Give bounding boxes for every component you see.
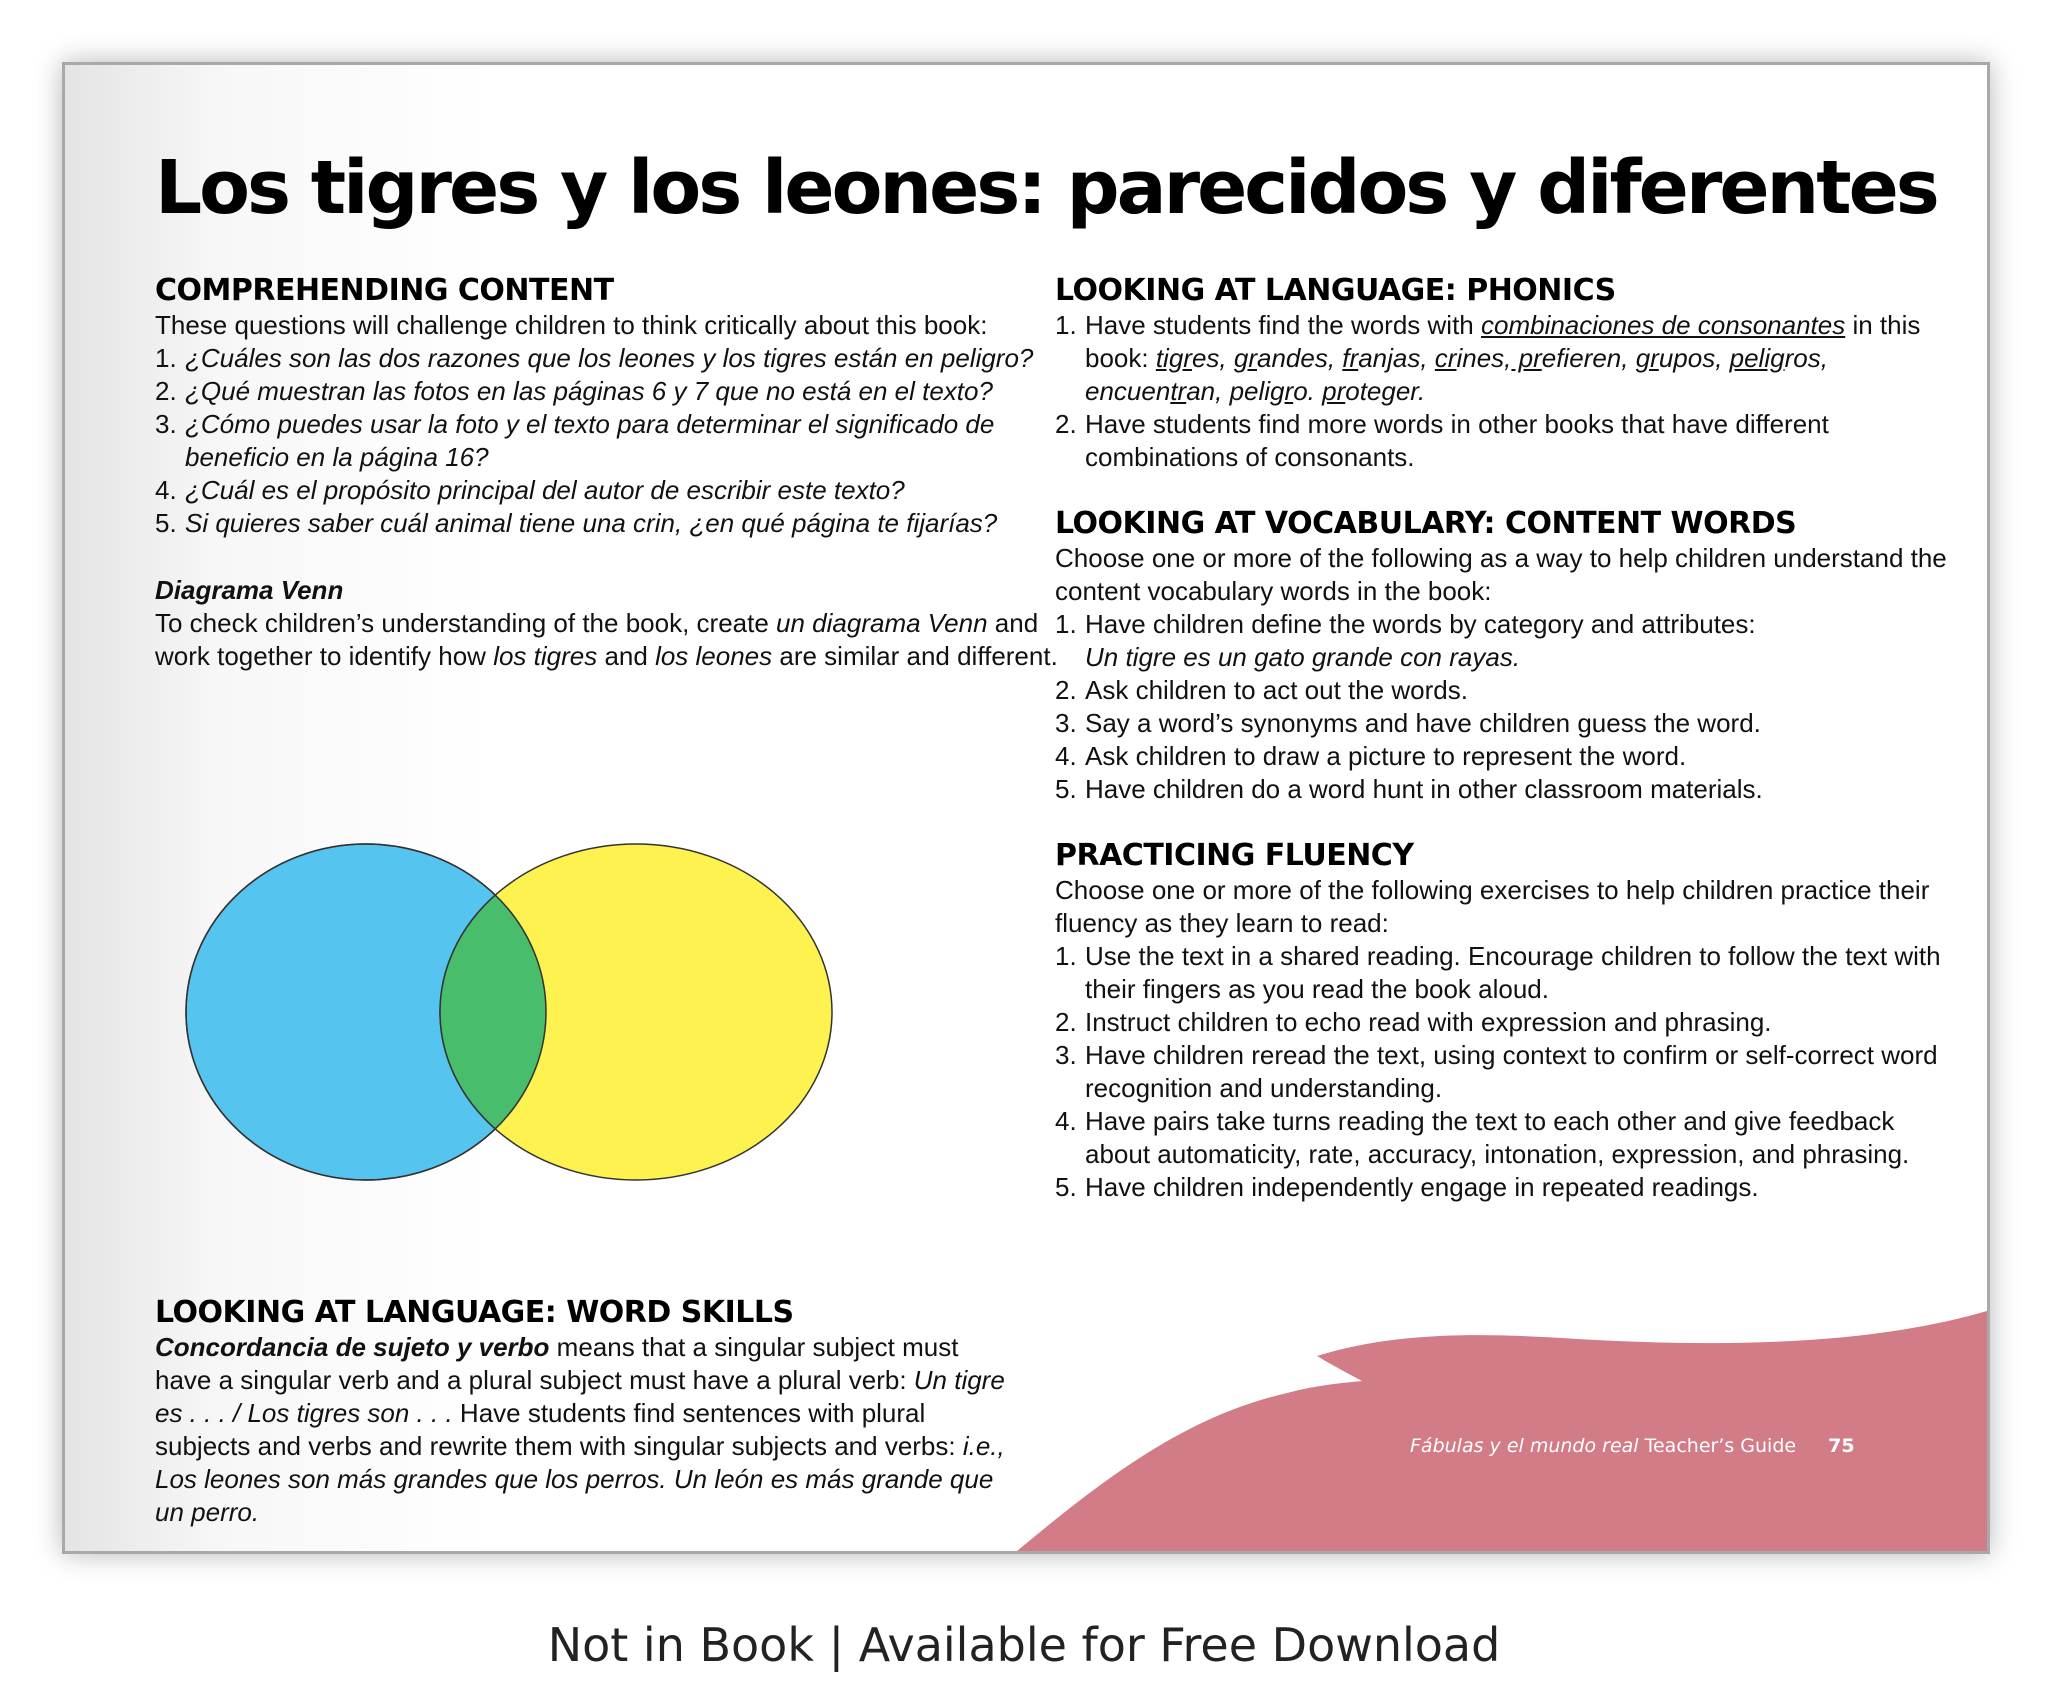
phonics-item-text [1085,309,1955,408]
fluency-intro: Choose one or more of the following exercises to help children practice their fluency as they learn to read: [1055,875,1930,938]
text-run: oteger. [1345,376,1426,406]
item-number: 3. [1055,1040,1077,1070]
text-run: Have students find the words with [1085,310,1481,340]
item-number: 1. [155,343,177,373]
text-run: in this book: [1085,310,1921,373]
fluency-heading: PRACTICING FLUENCY [1055,838,1414,873]
blend: cr [1434,343,1457,373]
item-number: 4. [1055,741,1077,771]
item-text: Have children do a word hunt in other classroom materials. [1085,774,1763,804]
item-text: Have children independently engage in repeated readings. [1085,1172,1759,1202]
text-run: Have students find sentences with plural subjects and verbs and rewrite them with singular subjects and verbs: [155,1398,963,1461]
text-run: es, [1191,343,1234,373]
item-number: 1. [1055,310,1077,340]
text-run: los leones [655,641,773,671]
venn-section [155,574,1075,673]
text-run: upos, [1658,343,1730,373]
question-text: ¿Qué muestran las fotos en las páginas 6 y 7 que no está en el texto? [185,376,993,406]
text-run: efieren, [1541,343,1636,373]
text-run: anjas, [1358,343,1435,373]
comprehending-heading: COMPREHENDING CONTENT [155,273,614,308]
list-item [155,342,1075,375]
text-run: means that a singular subject must have a singular verb and a plural subject must have a plural verb: [155,1332,959,1395]
term: Concordancia de sujeto y verbo [155,1332,550,1362]
comprehending-intro: These questions will challenge children to think critically about this book: [155,310,988,340]
page-number: 75 [1828,1435,1855,1457]
list-item [1055,674,1955,707]
text-run: and work together to identify how [155,608,1039,671]
text-run: andes, [1257,343,1343,373]
list-item [1055,940,1955,1006]
item-text: Use the text in a shared reading. Encourage children to follow the text with their fingers as you read the book aloud. [1085,941,1941,1004]
item-text: Ask children to act out the words. [1085,675,1468,705]
guide-label: Teacher’s Guide [1638,1435,1797,1457]
text-run: un diagrama Venn [776,608,988,638]
vocabulary-intro: Choose one or more of the following as a way to help children understand the content vocabulary words in the book: [1055,543,1947,606]
list-item [1055,1171,1955,1204]
item-number: 4. [1055,1106,1077,1136]
example: i.e., Los leones son más grandes que los perros. Un león es más grande que un perro. [155,1431,1005,1527]
list-item [1055,1105,1955,1171]
page-title: Los tigres y los leones: parecidos y diferentes [155,145,1937,231]
item-text: Have students find more words in other books that have different combinations of consonants. [1085,409,1829,472]
item-number: 2. [1055,675,1077,705]
guide-page [62,62,1990,1554]
example: Un tigre es . . . / Los tigres son . . . [155,1365,1005,1428]
item-number: 5. [1055,774,1077,804]
blend: pr [1511,343,1542,373]
decorative-wave [1017,1311,1987,1551]
example: Un tigre es un gato grande con rayas. [1085,642,1521,672]
comprehending-section [155,273,1075,540]
right-column [1055,273,1955,1204]
text-run: To check children’s understanding of the book, create [155,608,777,638]
blend: r [1284,376,1294,406]
list-item [155,375,1075,408]
item-number: 5. [1055,1172,1077,1202]
text-run: os, encuen [1085,343,1828,406]
blend: tr [1170,376,1187,406]
fluency-section [1055,838,1955,1204]
list-item [155,507,1075,540]
item-text: Say a word’s synonyms and have children guess the word. [1085,708,1761,738]
text-run: o. [1293,376,1323,406]
vocabulary-list [1055,608,1955,806]
list-item [1055,773,1955,806]
item-number: 2. [1055,409,1077,439]
item-number: 3. [1055,708,1077,738]
blend: pr [1322,376,1346,406]
item-number: 3. [155,409,177,439]
page-footer [1410,1435,1855,1457]
blend: gr [1233,343,1257,373]
list-item [155,408,1075,474]
text-run: Have children define the words by category and attributes: [1085,609,1756,639]
item-text: Have children reread the text, using context to confirm or self-correct word recognition and understanding. [1085,1040,1938,1103]
list-item [1055,1039,1955,1105]
item-number: 5. [155,508,177,538]
item-number: 1. [1055,609,1077,639]
item-number: 2. [1055,1007,1077,1037]
item-number: 2. [155,376,177,406]
consonant-blends-term: combinaciones de consonantes [1480,310,1846,340]
blend: pelig [1729,343,1785,373]
list-item [1055,309,1955,408]
question-text: ¿Cuáles son las dos razones que los leones y los tigres están en peligro? [185,343,1034,373]
phonics-list [1055,309,1955,474]
book-title: Fábulas y el mundo real [1410,1435,1639,1457]
question-text: ¿Cómo puedes usar la foto y el texto para determinar el significado de beneficio en la página 16? [185,409,995,472]
item-number: 1. [1055,941,1077,971]
blend: gr [1635,343,1659,373]
phonics-section [1055,273,1955,474]
text-run: are similar and different. [772,641,1058,671]
vocabulary-heading: LOOKING AT VOCABULARY: CONTENT WORDS [1055,506,1797,541]
download-banner: Not in Book | Available for Free Download [547,1618,1501,1672]
text-run: an, pelig [1186,376,1285,406]
item-text [1085,608,1955,674]
question-text: ¿Cuál es el propósito principal del autor de escribir este texto? [185,475,905,505]
item-number: 4. [155,475,177,505]
word-skills-section [155,1295,1005,1529]
vocabulary-section [1055,506,1955,806]
item-text: Ask children to draw a picture to represent the word. [1085,741,1687,771]
blend: tigr [1155,343,1192,373]
venn-text [155,607,1075,673]
venn-diagram [181,840,941,1185]
blend: fr [1342,343,1359,373]
example-words [1085,343,1828,406]
list-item [155,474,1075,507]
word-skills-heading: LOOKING AT LANGUAGE: WORD SKILLS [155,1295,794,1330]
left-column [155,273,1075,1527]
item-text: Instruct children to echo read with expression and phrasing. [1085,1007,1772,1037]
text-run: r [1784,343,1794,373]
text-run: los tigres [493,641,598,671]
item-text: Have pairs take turns reading the text to each other and give feedback about automaticity, rate, accuracy, intonation, expression, and phrasing. [1085,1106,1910,1169]
phonics-heading: LOOKING AT LANGUAGE: PHONICS [1055,273,1616,308]
word-skills-text [155,1331,1005,1529]
venn-heading: Diagrama Venn [155,575,344,605]
question-list [155,342,1075,540]
question-text: Si quieres saber cuál animal tiene una crin, ¿en qué página te fijarías? [185,508,998,538]
list-item [1055,740,1955,773]
list-item [1055,608,1955,674]
text-run: ines, [1456,343,1512,373]
list-item [1055,1006,1955,1039]
list-item [1055,707,1955,740]
text-run: and [597,641,656,671]
wave-shape [1017,1311,1987,1551]
list-item [1055,408,1955,474]
fluency-list [1055,940,1955,1204]
